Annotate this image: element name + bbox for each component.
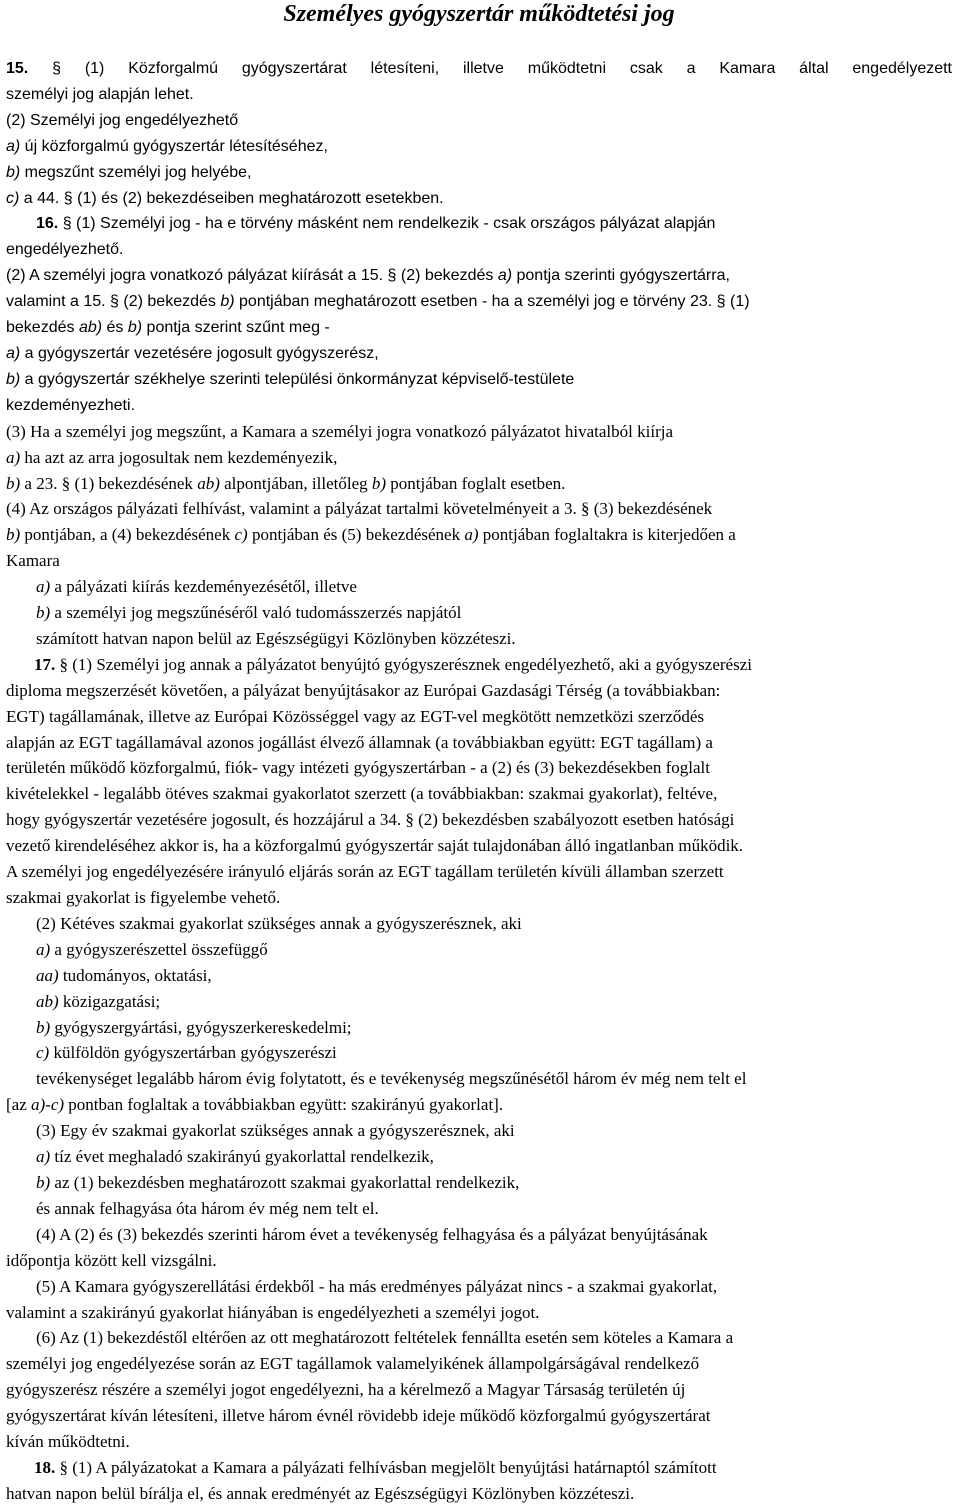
text-line bbox=[6, 341, 952, 367]
point-marker: b) bbox=[6, 473, 21, 493]
text-segment: pontban foglaltak a továbbiakban együtt: szakirányú gyakorlat]. bbox=[64, 1095, 504, 1115]
text-line bbox=[6, 574, 952, 600]
point-marker: a)-c) bbox=[31, 1095, 65, 1115]
text-line bbox=[6, 1118, 952, 1144]
text-line bbox=[6, 963, 952, 989]
text-segment: kíván működtetni. bbox=[6, 1432, 130, 1452]
text-segment: bekezdés bbox=[6, 319, 79, 337]
text-segment: pontjában meghatározott esetben - ha a személyi jog e törvény 23. § (1) bbox=[234, 293, 750, 311]
point-marker: aa) bbox=[36, 965, 59, 985]
text-line bbox=[6, 367, 952, 393]
text-segment: (5) A Kamara gyógyszerellátási érdekből - ha más eredményes pályázat nincs - a szakmai gyakorlat, bbox=[36, 1276, 718, 1296]
text-segment: kivételekkel - legalább ötéves szakmai gyakorlatot szerzett (a továbbiakban: szakmai gyakorlat), feltéve, bbox=[6, 784, 718, 804]
text-segment: a 23. § (1) bekezdésének bbox=[20, 473, 198, 493]
text-segment: hatvan napon belül bírálja el, és annak eredményét az Egészségügyi Közlönyben közzéteszi. bbox=[6, 1483, 635, 1503]
document-title: Személyes gyógyszertár működtetési jog bbox=[283, 1, 675, 27]
text-line bbox=[6, 755, 952, 781]
point-marker: a) bbox=[36, 577, 51, 597]
text-line bbox=[6, 1015, 952, 1041]
document-body bbox=[6, 56, 952, 1507]
text-segment: a pályázati kiírás kezdeményezésétől, illetve bbox=[50, 577, 357, 597]
text-segment: külföldön gyógyszertárban gyógyszerészi bbox=[49, 1043, 337, 1063]
text-line bbox=[6, 289, 952, 315]
text-line bbox=[6, 600, 952, 626]
text-segment: az (1) bekezdésben meghatározott szakmai gyakorlattal rendelkezik, bbox=[50, 1172, 520, 1192]
text-line bbox=[6, 652, 952, 678]
text-segment: alapján az EGT tagállamával azonos jogállást élvező államnak (a továbbiakban együtt: EGT tagállam) a bbox=[6, 732, 713, 752]
text-segment: személyi jog engedélyezése során az EGT tagállamok valamelyikének állampolgárságával rendelkező bbox=[6, 1354, 700, 1374]
text-segment: és annak felhagyása óta három év még nem telt el. bbox=[36, 1198, 379, 1218]
text-line bbox=[6, 781, 952, 807]
text-segment: időpontja között kell vizsgálni. bbox=[6, 1250, 217, 1270]
text-line bbox=[6, 1481, 952, 1507]
text-segment: § (1) Személyi jog - ha e törvény másként nem rendelkezik - csak országos pályázat alapján bbox=[62, 215, 716, 233]
point-marker: a) bbox=[6, 447, 21, 467]
text-line bbox=[6, 134, 952, 160]
point-marker: b) bbox=[127, 319, 143, 337]
text-line bbox=[6, 237, 952, 263]
text-line bbox=[6, 1196, 952, 1222]
text-segment: § (1) Közforgalmú gyógyszertárat létesíteni, illetve működtetni csak a Kamara által engedélyezett bbox=[52, 60, 953, 77]
section-number: 18. bbox=[34, 1457, 60, 1477]
text-segment: EGT) tagállamának, illetve az Európai Közösséggel vagy az EGT-vel megkötött nemzetközi szerződés bbox=[6, 706, 704, 726]
text-line bbox=[6, 548, 952, 574]
section-number: 17. bbox=[34, 654, 60, 674]
text-segment: hogy gyógyszertár vezetésére jogosult, és hozzájárul a 34. § (2) bekezdésben szabályozott esetben hatósági bbox=[6, 810, 735, 830]
text-line bbox=[6, 1455, 952, 1481]
text-segment: tudományos, oktatási, bbox=[58, 965, 212, 985]
text-line bbox=[6, 989, 952, 1015]
point-marker: b) bbox=[6, 525, 21, 545]
text-line bbox=[6, 1092, 952, 1118]
text-segment: [az bbox=[6, 1095, 32, 1115]
text-line bbox=[6, 678, 952, 704]
text-segment: a gyógyszertár vezetésére jogosult gyógyszerész, bbox=[20, 344, 379, 362]
text-line bbox=[6, 911, 952, 937]
text-line bbox=[6, 1066, 952, 1092]
section-number: 15. bbox=[6, 60, 53, 77]
text-segment: Kamara bbox=[6, 551, 60, 571]
text-line bbox=[6, 315, 952, 341]
point-marker: ab) bbox=[36, 991, 59, 1011]
text-segment: tevékenységet legalább három évig folytatott, és e tevékenység megszűnésétől három év még nem telt el bbox=[36, 1069, 747, 1089]
text-segment: diploma megszerzését követően, a pályázat benyújtásakor az Európai Gazdasági Térség (a továbbiakban: bbox=[6, 680, 721, 700]
text-segment: A személyi jog engedélyezésére irányuló eljárás során az EGT tagállam területén kívüli államban szerzett bbox=[6, 862, 724, 882]
text-segment: tíz évet meghaladó szakirányú gyakorlattal rendelkezik, bbox=[50, 1147, 434, 1167]
text-line bbox=[6, 419, 952, 445]
text-line bbox=[6, 1222, 952, 1248]
text-line bbox=[6, 186, 952, 212]
point-marker: b) bbox=[36, 1172, 51, 1192]
text-line bbox=[6, 160, 952, 186]
text-line bbox=[6, 1274, 952, 1300]
point-marker: b) bbox=[220, 293, 235, 311]
text-segment: pontjában és (5) bekezdésének bbox=[247, 525, 465, 545]
text-segment: új közforgalmú gyógyszertár létesítéséhez, bbox=[20, 137, 328, 155]
text-line bbox=[6, 1325, 952, 1351]
text-segment: gyógyszertárat kíván létesíteni, illetve három évnél rövidebb ideje működő közforgalmú gyógyszertárat bbox=[6, 1406, 711, 1426]
text-segment: megszűnt személyi jog helyébe, bbox=[20, 163, 252, 181]
text-line bbox=[6, 1403, 952, 1429]
text-line bbox=[6, 704, 952, 730]
text-segment: pontjában foglalt esetben. bbox=[386, 473, 566, 493]
point-marker: c) bbox=[234, 525, 248, 545]
text-line bbox=[6, 393, 952, 419]
text-line bbox=[6, 82, 952, 108]
text-segment: valamint a szakirányú gyakorlat hiányában is engedélyezheti a személyi jogot. bbox=[6, 1302, 540, 1322]
text-segment: gyógyszerész részére a személyi jogot engedélyezni, ha a kérelmező a Magyar Társaság területén új bbox=[6, 1380, 686, 1400]
text-line bbox=[6, 1170, 952, 1196]
text-line bbox=[6, 211, 952, 237]
point-marker: ab) bbox=[197, 473, 220, 493]
text-segment: vezető kirendeléséhez akkor is, ha a közforgalmú gyógyszertár saját tulajdonában álló ingatlanban működik. bbox=[6, 836, 744, 856]
text-segment: a gyógyszertár székhelye szerinti települési önkormányzat képviselő-testülete bbox=[20, 370, 575, 388]
text-segment: a gyógyszerészettel összefüggő bbox=[50, 939, 268, 959]
text-line bbox=[6, 1351, 952, 1377]
text-line bbox=[6, 1300, 952, 1326]
point-marker: b) bbox=[371, 473, 387, 493]
point-marker: ab) bbox=[78, 319, 103, 337]
text-line bbox=[6, 1377, 952, 1403]
point-marker: a) bbox=[497, 267, 513, 285]
text-segment: (2) A személyi jogra vonatkozó pályázat kiírását a 15. § (2) bekezdés bbox=[6, 267, 498, 285]
text-segment: számított hatvan napon belül az Egészségügyi Közlönyben közzéteszi. bbox=[36, 628, 516, 648]
text-segment: (2) Kétéves szakmai gyakorlat szükséges annak a gyógyszerésznek, aki bbox=[36, 913, 522, 933]
point-marker: b) bbox=[36, 1017, 51, 1037]
point-marker: a) bbox=[6, 137, 21, 155]
point-marker: a) bbox=[36, 1147, 51, 1167]
text-segment: (3) Ha a személyi jog megszűnt, a Kamara a személyi jogra vonatkozó pályázatot hivatalból kiírja bbox=[6, 421, 674, 441]
text-segment: a személyi jog megszűnéséről való tudomásszerzés napjától bbox=[50, 603, 462, 623]
title-spacer bbox=[6, 30, 952, 56]
text-segment: § (1) Személyi jog annak a pályázatot benyújtó gyógyszerésznek engedélyezhető, aki a gyógyszerészi bbox=[59, 654, 752, 674]
text-segment: ha azt az arra jogosultak nem kezdeményezik, bbox=[20, 447, 338, 467]
text-segment: alpontjában, illetőleg bbox=[219, 473, 372, 493]
text-line bbox=[6, 108, 952, 134]
text-line bbox=[6, 471, 952, 497]
text-segment: (4) Az országos pályázati felhívást, valamint a pályázat tartalmi követelményeit a 3. § (3) bekezdésének bbox=[6, 499, 713, 519]
text-segment: közigazgatási; bbox=[58, 991, 161, 1011]
text-segment: (2) Személyi jog engedélyezhető bbox=[6, 111, 239, 129]
point-marker: b) bbox=[6, 163, 21, 181]
text-line bbox=[6, 1248, 952, 1274]
text-line bbox=[6, 445, 952, 471]
text-line bbox=[6, 1040, 952, 1066]
text-line bbox=[6, 496, 952, 522]
text-line bbox=[6, 626, 952, 652]
text-segment: pontjában foglaltakra is kiterjedően a bbox=[478, 525, 736, 545]
text-line bbox=[6, 885, 952, 911]
text-segment: kezdeményezheti. bbox=[6, 396, 135, 414]
point-marker: a) bbox=[464, 525, 479, 545]
text-line bbox=[6, 1144, 952, 1170]
point-marker: a) bbox=[36, 939, 51, 959]
text-segment: személyi jog alapján lehet. bbox=[6, 85, 194, 103]
text-segment: pontja szerinti gyógyszertárra, bbox=[512, 267, 730, 285]
point-marker: a) bbox=[6, 344, 21, 362]
text-line bbox=[6, 263, 952, 289]
text-line bbox=[6, 807, 952, 833]
text-line bbox=[6, 730, 952, 756]
point-marker: b) bbox=[6, 370, 21, 388]
point-marker: c) bbox=[36, 1043, 50, 1063]
text-segment: (4) A (2) és (3) bekezdés szerinti három évet a tevékenység felhagyása és a pályázat benyújtásának bbox=[36, 1224, 708, 1244]
text-segment: gyógyszergyártási, gyógyszerkereskedelmi; bbox=[50, 1017, 352, 1037]
text-line bbox=[6, 56, 952, 82]
text-line bbox=[6, 833, 952, 859]
text-segment: területén működő közforgalmú, fiók- vagy intézeti gyógyszertárban - a (2) és (3) bekezdésekben foglalt bbox=[6, 758, 710, 778]
text-segment: és bbox=[102, 319, 128, 337]
point-marker: c) bbox=[6, 189, 20, 207]
text-segment: a 44. § (1) és (2) bekezdéseiben meghatározott esetekben. bbox=[19, 189, 444, 207]
text-segment: pontjában, a (4) bekezdésének bbox=[20, 525, 235, 545]
text-line bbox=[6, 1429, 952, 1455]
point-marker: b) bbox=[36, 603, 51, 623]
text-line bbox=[6, 859, 952, 885]
text-line bbox=[6, 522, 952, 548]
text-line bbox=[6, 937, 952, 963]
section-number: 16. bbox=[36, 215, 63, 233]
text-segment: (6) Az (1) bekezdéstől eltérően az ott meghatározott feltételek fennállta esetén sem köteles a Kamara a bbox=[36, 1328, 734, 1348]
text-segment: pontja szerint szűnt meg - bbox=[142, 319, 330, 337]
text-segment: § (1) A pályázatokat a Kamara a pályázati felhívásban megjelölt benyújtási határnaptól számított bbox=[59, 1457, 717, 1477]
text-segment: (3) Egy év szakmai gyakorlat szükséges annak a gyógyszerésznek, aki bbox=[36, 1121, 515, 1141]
text-segment: szakmai gyakorlat is figyelembe vehető. bbox=[6, 888, 281, 907]
text-segment: valamint a 15. § (2) bekezdés bbox=[6, 293, 221, 311]
text-segment: engedélyezhető. bbox=[6, 241, 124, 259]
